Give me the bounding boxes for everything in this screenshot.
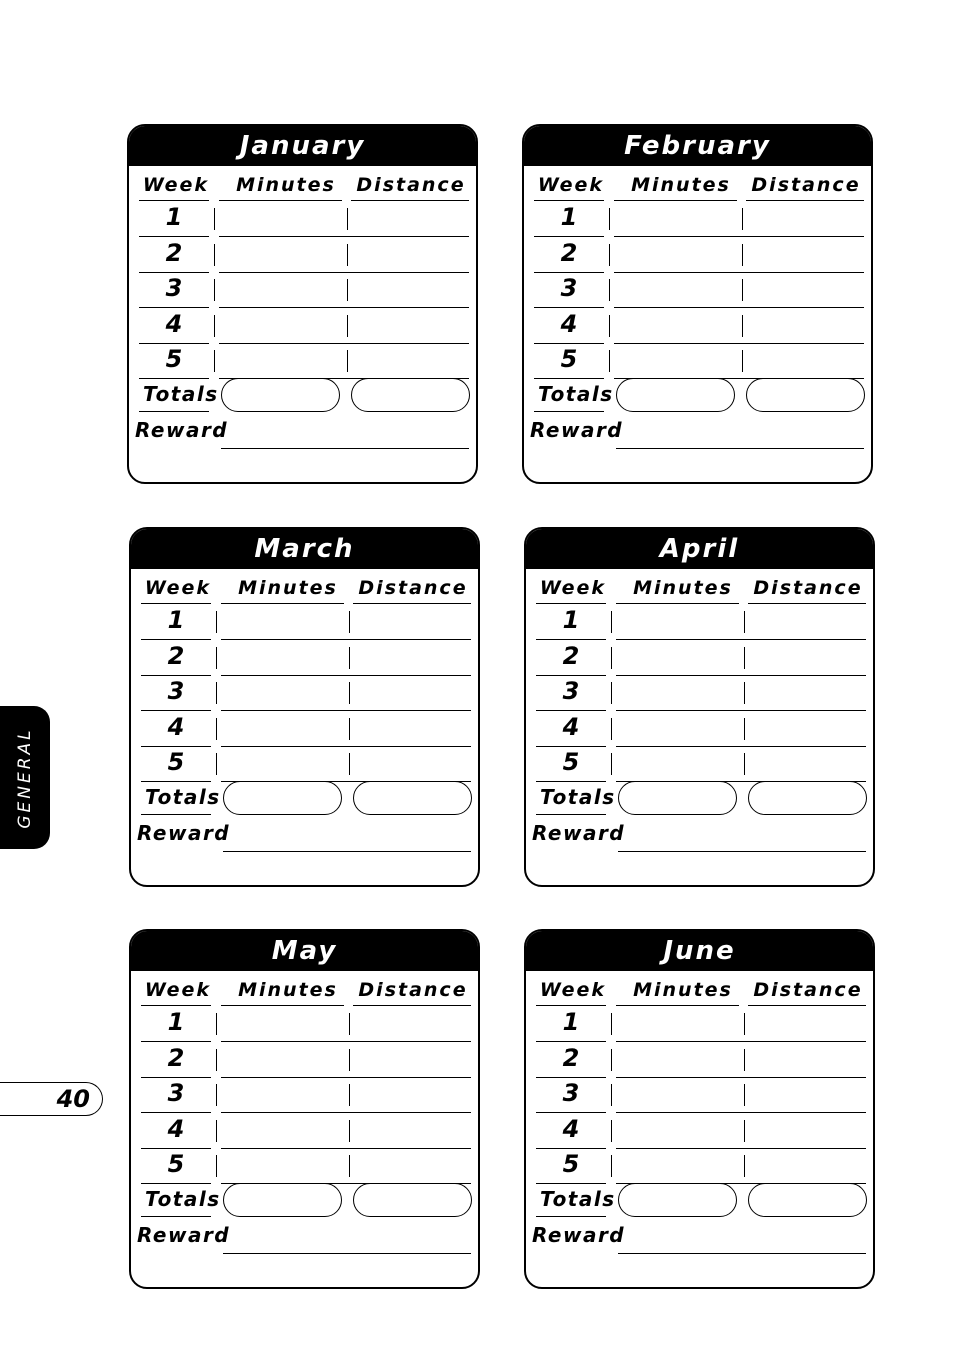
month-title: June <box>526 931 873 971</box>
divider <box>534 272 604 273</box>
totals-label: Totals <box>145 1187 221 1211</box>
divider <box>742 244 743 266</box>
log-table <box>131 569 478 887</box>
totals-label: Totals <box>143 382 219 406</box>
divider <box>616 1148 866 1149</box>
log-table <box>524 166 871 484</box>
divider <box>742 350 743 372</box>
log-table <box>526 569 873 887</box>
divider <box>744 611 745 633</box>
divider <box>219 200 342 201</box>
divider <box>609 244 610 266</box>
divider <box>214 350 215 372</box>
divider <box>616 1112 866 1113</box>
divider <box>616 603 739 604</box>
month-card-january <box>127 124 478 484</box>
divider <box>141 814 211 815</box>
week-number: 2 <box>167 641 185 670</box>
month-title: February <box>524 126 871 166</box>
reward-label: Reward <box>137 821 231 845</box>
divider <box>349 753 350 775</box>
column-header-distance: Distance <box>753 979 863 1001</box>
divider <box>742 315 743 337</box>
divider <box>742 279 743 301</box>
minutes-total-field[interactable] <box>618 781 737 815</box>
divider <box>614 200 737 201</box>
week-number: 2 <box>562 1043 580 1072</box>
divider <box>214 208 215 230</box>
column-header-distance: Distance <box>358 979 468 1001</box>
week-number: 4 <box>167 1114 185 1143</box>
minutes-total-field[interactable] <box>618 1183 737 1217</box>
month-title: April <box>526 529 873 569</box>
reward-label: Reward <box>137 1223 231 1247</box>
divider <box>141 603 211 604</box>
week-number: 4 <box>562 712 580 741</box>
divider <box>347 315 348 337</box>
week-number: 1 <box>167 1008 185 1036</box>
divider <box>221 1112 471 1113</box>
divider <box>744 647 745 669</box>
divider <box>616 1077 866 1078</box>
divider <box>139 272 209 273</box>
column-header-week: Week <box>144 979 212 1001</box>
divider <box>349 1120 350 1142</box>
column-header-minutes: Minutes <box>633 979 733 1001</box>
week-number: 3 <box>562 1079 580 1107</box>
divider <box>744 1155 745 1177</box>
week-number: 4 <box>165 309 183 338</box>
week-number: 2 <box>562 641 580 670</box>
divider <box>746 200 864 201</box>
divider <box>221 1005 344 1006</box>
divider <box>349 1049 350 1071</box>
distance-total-field[interactable] <box>748 1183 867 1217</box>
divider <box>611 1013 612 1035</box>
divider <box>141 1041 211 1042</box>
divider <box>349 1013 350 1035</box>
divider <box>534 378 604 379</box>
column-header-distance: Distance <box>358 577 468 599</box>
divider <box>141 639 211 640</box>
divider <box>616 1041 866 1042</box>
divider <box>536 1148 606 1149</box>
divider <box>611 682 612 704</box>
divider <box>744 1084 745 1106</box>
divider <box>616 675 866 676</box>
divider <box>219 307 469 308</box>
divider <box>141 1077 211 1078</box>
divider <box>534 343 604 344</box>
divider <box>534 236 604 237</box>
divider <box>141 1148 211 1149</box>
week-number: 4 <box>167 712 185 741</box>
divider <box>349 682 350 704</box>
divider <box>139 236 209 237</box>
divider <box>536 746 606 747</box>
month-card-june <box>524 929 875 1289</box>
reward-field[interactable] <box>616 448 864 449</box>
divider <box>611 611 612 633</box>
week-number: 1 <box>562 1008 580 1036</box>
column-header-minutes: Minutes <box>236 174 336 196</box>
column-header-minutes: Minutes <box>633 577 733 599</box>
divider <box>351 200 469 201</box>
divider <box>614 236 864 237</box>
reward-field[interactable] <box>223 1253 471 1254</box>
divider <box>347 350 348 372</box>
divider <box>214 244 215 266</box>
distance-total-field[interactable] <box>746 378 865 412</box>
divider <box>353 1005 471 1006</box>
column-header-distance: Distance <box>751 174 861 196</box>
divider <box>141 710 211 711</box>
divider <box>139 411 209 412</box>
divider <box>219 236 469 237</box>
divider <box>141 675 211 676</box>
divider <box>214 279 215 301</box>
week-number: 5 <box>562 748 580 776</box>
divider <box>611 1084 612 1106</box>
column-header-distance: Distance <box>356 174 466 196</box>
divider <box>536 639 606 640</box>
divider <box>536 1216 606 1217</box>
column-header-minutes: Minutes <box>238 979 338 1001</box>
distance-total-field[interactable] <box>351 378 470 412</box>
minutes-total-field[interactable] <box>616 378 735 412</box>
month-title: May <box>131 931 478 971</box>
totals-label: Totals <box>540 1187 616 1211</box>
divider <box>609 350 610 372</box>
divider <box>353 603 471 604</box>
column-header-week: Week <box>144 577 212 599</box>
divider <box>536 603 606 604</box>
week-number: 5 <box>167 748 185 776</box>
divider <box>744 718 745 740</box>
divider <box>221 746 471 747</box>
minutes-total-field[interactable] <box>223 1183 342 1217</box>
divider <box>536 781 606 782</box>
divider <box>141 1005 211 1006</box>
week-number: 5 <box>560 345 578 373</box>
divider <box>141 1216 211 1217</box>
column-header-week: Week <box>142 174 210 196</box>
divider <box>536 1041 606 1042</box>
minutes-total-field[interactable] <box>221 378 340 412</box>
divider <box>216 718 217 740</box>
divider <box>216 753 217 775</box>
divider <box>611 1155 612 1177</box>
divider <box>609 315 610 337</box>
divider <box>536 675 606 676</box>
week-number: 4 <box>560 309 578 338</box>
reward-label: Reward <box>135 418 229 442</box>
divider <box>614 272 864 273</box>
column-header-week: Week <box>537 174 605 196</box>
reward-field[interactable] <box>618 851 866 852</box>
divider <box>221 675 471 676</box>
section-tab <box>0 706 50 849</box>
divider <box>748 1005 866 1006</box>
log-table <box>129 166 476 484</box>
reward-label: Reward <box>532 1223 626 1247</box>
week-number: 3 <box>167 677 185 705</box>
divider <box>614 343 864 344</box>
month-card-may <box>129 929 480 1289</box>
divider <box>536 814 606 815</box>
week-number: 1 <box>165 203 183 231</box>
divider <box>221 1077 471 1078</box>
divider <box>744 1049 745 1071</box>
divider <box>141 746 211 747</box>
divider <box>221 710 471 711</box>
divider <box>744 753 745 775</box>
log-table <box>526 971 873 1289</box>
column-header-distance: Distance <box>753 577 863 599</box>
week-number: 1 <box>167 606 185 634</box>
divider <box>216 682 217 704</box>
divider <box>221 603 344 604</box>
section-tab-label: GENERAL <box>15 726 35 829</box>
divider <box>139 200 209 201</box>
divider <box>609 279 610 301</box>
month-card-february <box>522 124 873 484</box>
totals-label: Totals <box>145 785 221 809</box>
divider <box>536 1112 606 1113</box>
month-card-april <box>524 527 875 887</box>
divider <box>139 378 209 379</box>
divider <box>221 1041 471 1042</box>
log-table <box>131 971 478 1289</box>
divider <box>536 710 606 711</box>
divider <box>536 1183 606 1184</box>
week-number: 4 <box>562 1114 580 1143</box>
divider <box>748 603 866 604</box>
divider <box>611 647 612 669</box>
divider <box>349 1084 350 1106</box>
reward-label: Reward <box>532 821 626 845</box>
divider <box>534 307 604 308</box>
divider <box>347 244 348 266</box>
divider <box>216 1013 217 1035</box>
column-header-minutes: Minutes <box>238 577 338 599</box>
divider <box>349 647 350 669</box>
divider <box>616 710 866 711</box>
month-title: January <box>129 126 476 166</box>
divider <box>139 343 209 344</box>
divider <box>216 1049 217 1071</box>
divider <box>141 1183 211 1184</box>
divider <box>616 746 866 747</box>
week-number: 3 <box>167 1079 185 1107</box>
divider <box>216 1120 217 1142</box>
divider <box>221 1148 471 1149</box>
totals-label: Totals <box>538 382 614 406</box>
week-number: 3 <box>560 274 578 302</box>
divider <box>534 411 604 412</box>
divider <box>349 611 350 633</box>
divider <box>614 307 864 308</box>
divider <box>616 1005 739 1006</box>
divider <box>221 639 471 640</box>
month-title: March <box>131 529 478 569</box>
week-number: 5 <box>562 1150 580 1178</box>
distance-total-field[interactable] <box>353 1183 472 1217</box>
divider <box>219 343 469 344</box>
divider <box>611 718 612 740</box>
divider <box>744 1013 745 1035</box>
divider <box>611 753 612 775</box>
divider <box>349 1155 350 1177</box>
divider <box>609 208 610 230</box>
week-number: 2 <box>167 1043 185 1072</box>
month-card-march <box>129 527 480 887</box>
week-number: 3 <box>165 274 183 302</box>
divider <box>141 1112 211 1113</box>
week-number: 5 <box>167 1150 185 1178</box>
divider <box>534 200 604 201</box>
distance-total-field[interactable] <box>748 781 867 815</box>
divider <box>347 279 348 301</box>
divider <box>216 1155 217 1177</box>
reward-field[interactable] <box>221 448 469 449</box>
week-number: 5 <box>165 345 183 373</box>
totals-label: Totals <box>540 785 616 809</box>
divider <box>536 1077 606 1078</box>
reward-label: Reward <box>530 418 624 442</box>
divider <box>139 307 209 308</box>
distance-total-field[interactable] <box>353 781 472 815</box>
column-header-minutes: Minutes <box>631 174 731 196</box>
reward-field[interactable] <box>223 851 471 852</box>
page-number: 40 <box>0 1082 103 1116</box>
column-header-week: Week <box>539 577 607 599</box>
divider <box>216 611 217 633</box>
divider <box>216 647 217 669</box>
week-number: 1 <box>560 203 578 231</box>
week-number: 3 <box>562 677 580 705</box>
column-header-week: Week <box>539 979 607 1001</box>
week-number: 2 <box>560 238 578 267</box>
divider <box>536 1005 606 1006</box>
divider <box>744 1120 745 1142</box>
divider <box>616 639 866 640</box>
divider <box>742 208 743 230</box>
divider <box>216 1084 217 1106</box>
divider <box>219 272 469 273</box>
week-number: 2 <box>165 238 183 267</box>
divider <box>611 1049 612 1071</box>
divider <box>141 781 211 782</box>
divider <box>744 682 745 704</box>
reward-field[interactable] <box>618 1253 866 1254</box>
minutes-total-field[interactable] <box>223 781 342 815</box>
divider <box>347 208 348 230</box>
divider <box>349 718 350 740</box>
divider <box>214 315 215 337</box>
week-number: 1 <box>562 606 580 634</box>
divider <box>611 1120 612 1142</box>
